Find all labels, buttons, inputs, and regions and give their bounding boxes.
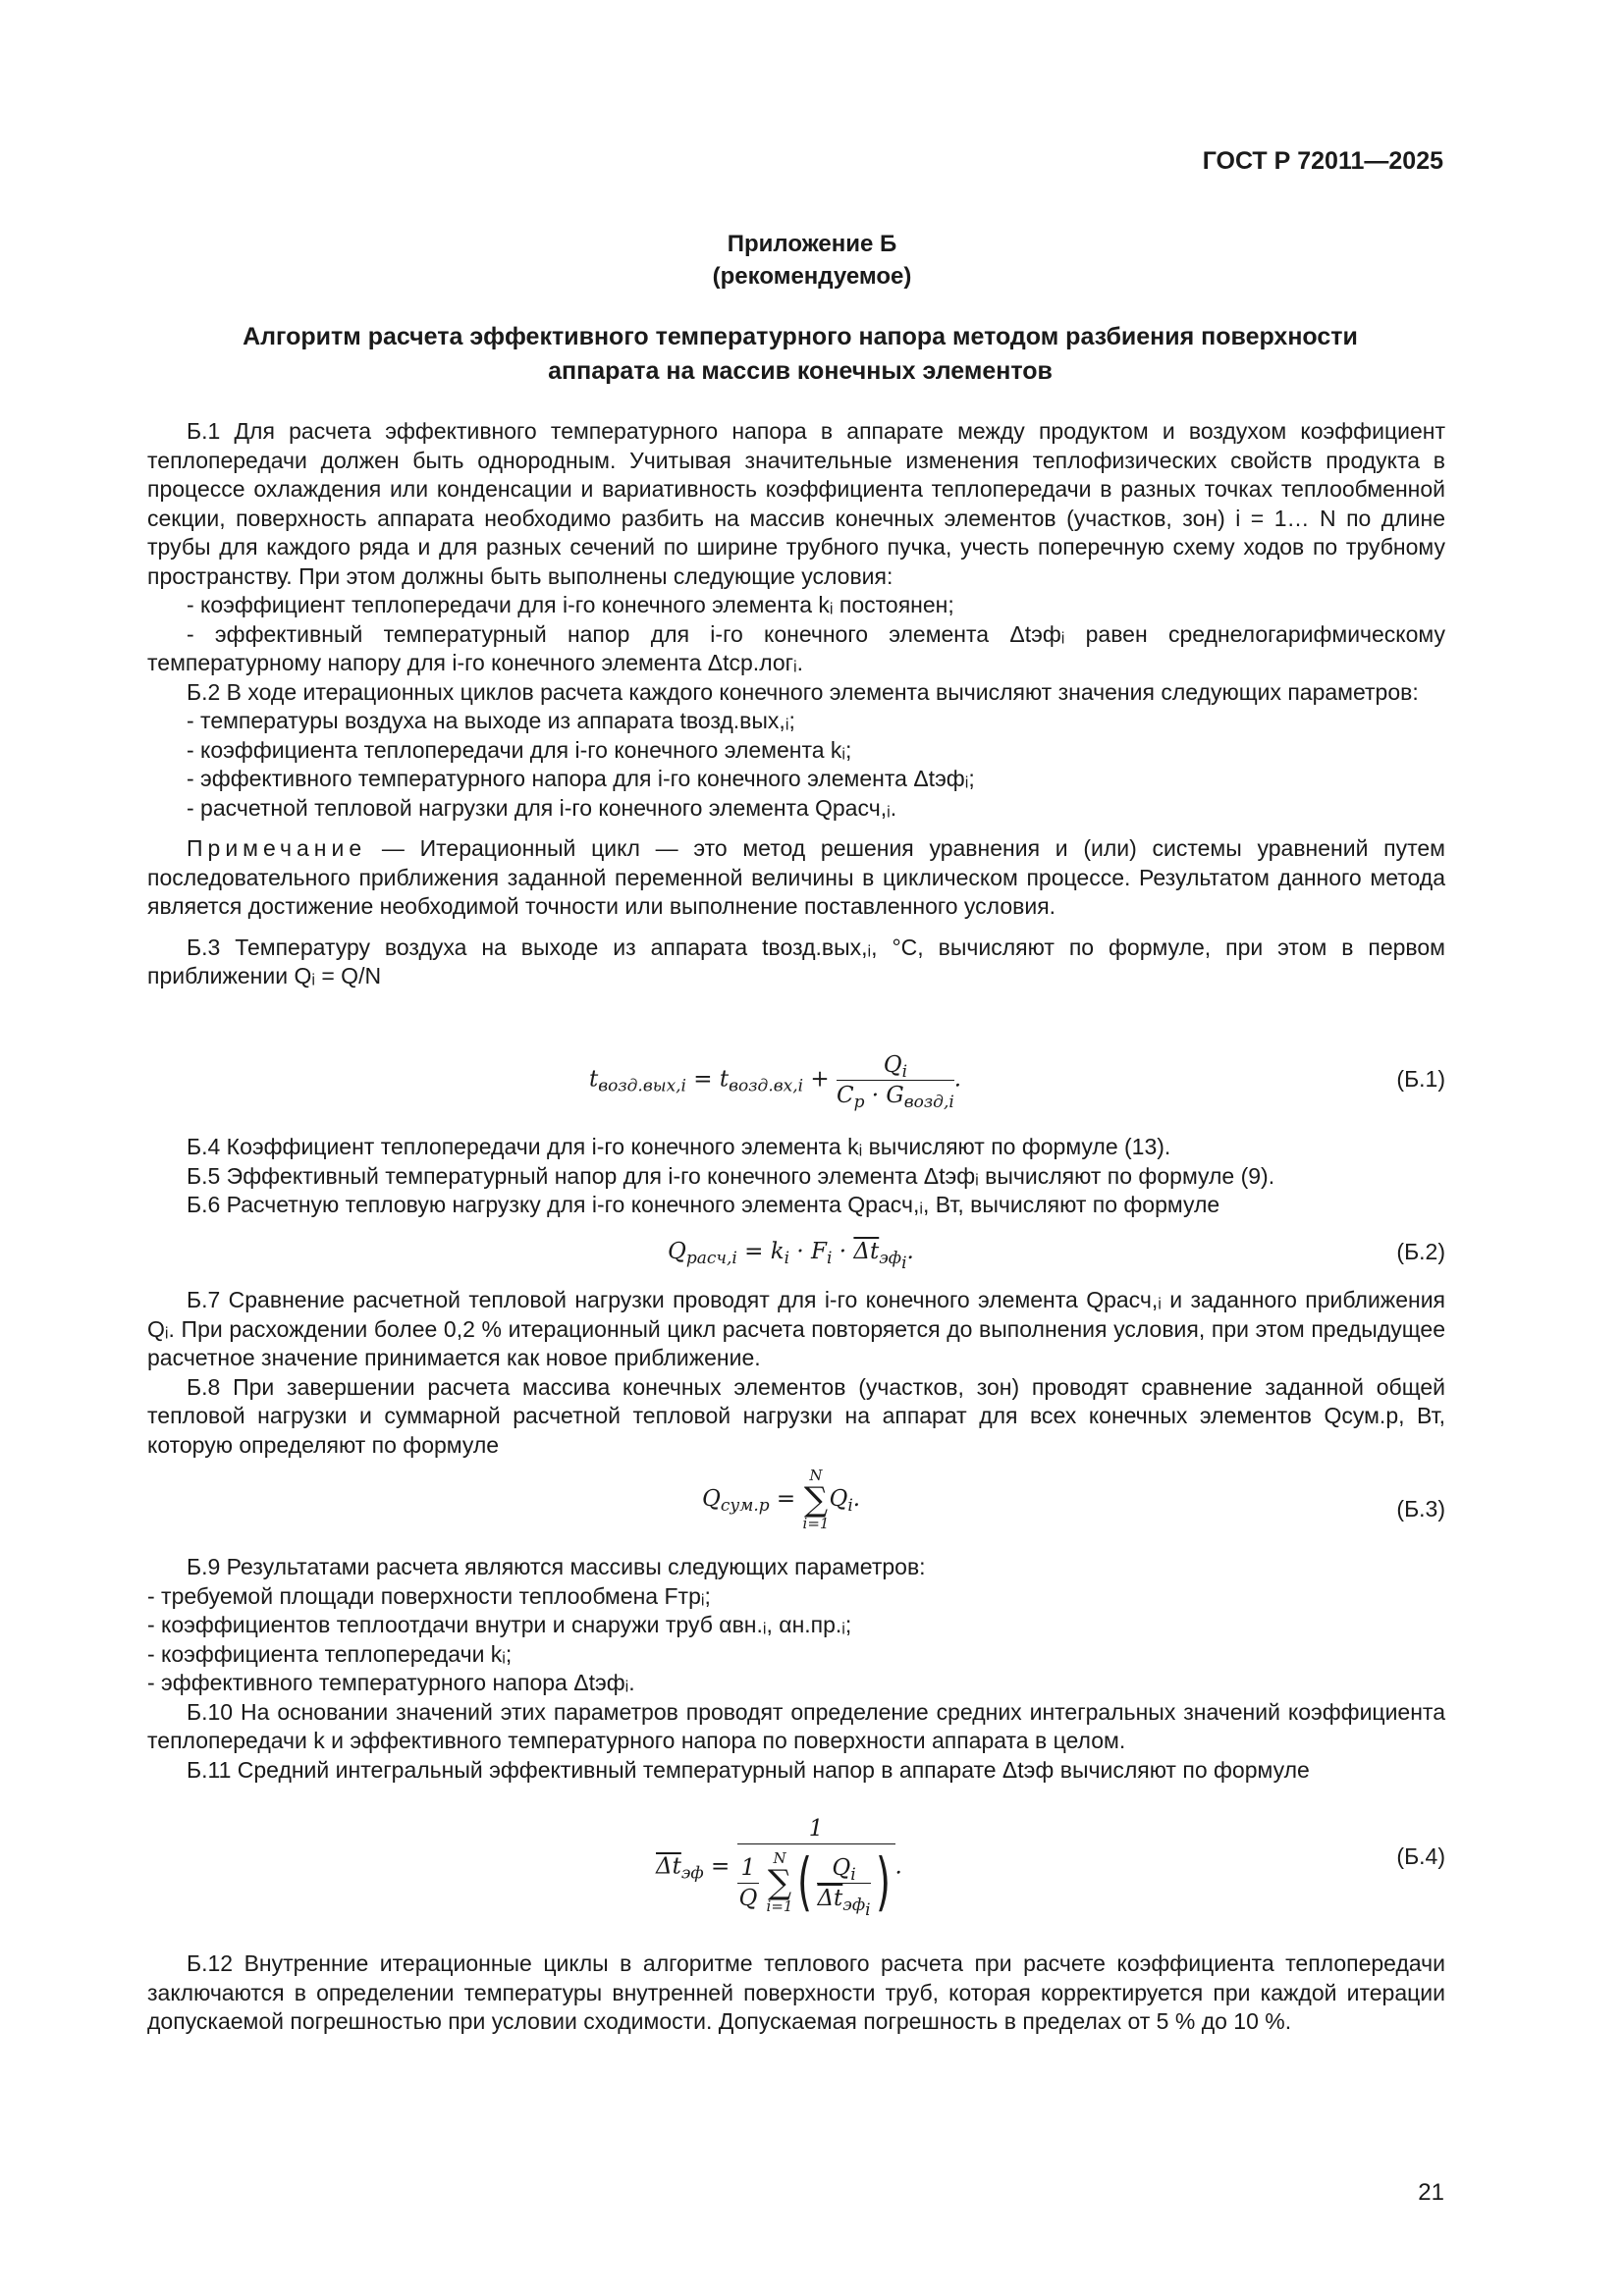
paragraph-b7: Б.7 Сравнение расчетной тепловой нагрузки проводят для i-го конечного элемента Qрасч,ᵢ и заданного приближения Qᵢ. При расхождении более 0,2 % итерационный цикл расчета повторяется до выполнения условия, при этом предыдущее расчетное значение принимается как новое приближение. [147,1287,1445,1370]
paragraph-b3: Б.3 Температуру воздуха на выходе из аппарата tвозд.вых,ᵢ, °C, вычисляют по формуле, при этом в первом приближении Qᵢ = Q/N [147,934,1445,988]
text-block-4 [147,1553,1445,1785]
paragraph-b10: Б.10 На основании значений этих параметров проводят определение средних интегральных значений коэффициента теплопередачи k и эффективного температурного напора по поверхности аппарата в целом. [147,1698,1445,1753]
paragraph-b1: Б.1 Для расчета эффективного температурного напора в аппарате между продуктом и воздухом коэффициент теплопередачи должен быть однородным. Учитывая значительные изменения теплофизических свойств продукта в процессе охлаждения или конденсации и вариативность коэффициента теплопередачи в разных точках теплообменной секции, поверхность аппарата необходимо разбить на массив конечных элементов (участков, зон) i = 1… N по длине трубы для каждого ряда и для разных сечений по ширине трубного пучка, учесть поперечную схему ходов по трубному пространству. При этом должны быть выполнены следующие условия: [147,418,1445,589]
fraction: $\frac{Q_i}{C_p \cdot G_{возд,i}}$ [836,1052,954,1112]
sum-sign: N ∑ i=1 [802,1467,830,1532]
formula-number: (Б.1) [1396,1066,1445,1092]
list-item: - коэффициентов теплоотдачи внутри и снаружи труб αвн.ᵢ, αн.пр.ᵢ; [147,1612,852,1637]
list-item: - эффективного температурного напора для i-го конечного элемента Δtэфᵢ; [187,766,975,791]
fraction: 1 $\frac{1}{Q}$ N ∑ i=1 ( $\frac{Q_i}{\overline{\Delta t}_{эф_i}}$ ) [737,1816,895,1919]
formula-number: (Б.3) [1396,1496,1445,1522]
appendix-status: (рекомендуемое) [712,263,912,290]
text-block-2 [147,1133,1445,1220]
appendix-title: Приложение Б [727,231,897,257]
standard-number: ГОСТ Р 72011—2025 [1202,147,1443,175]
list-item: - температуры воздуха на выходе из аппарата tвозд.вых,ᵢ; [187,708,795,733]
paragraph-b12: Б.12 Внутренние итерационные циклы в алгоритме теплового расчета при расчете коэффициента теплопередачи заключаются в определении температуры внутренней поверхности труб, которая корректируется при каждой итерации допускаемой погрешностью при условии сходимости. Допускаемая погрешность в пределах от 5 % до 10 %. [147,1950,1445,2034]
paragraph-b6: Б.6 Расчетную тепловую нагрузку для i-го конечного элемента Qрасч,ᵢ, Вт, вычисляют по формуле [187,1192,1220,1217]
paragraph-b8: Б.8 При завершении расчета массива конечных элементов (участков, зон) проводят сравнение заданной общей тепловой нагрузки и суммарной расчетной тепловой нагрузки на аппарат для всех конечных элементов Qсум.р, Вт, которую определяют по формуле [147,1373,1445,1458]
list-item: - эффективный температурный напор для i-го конечного элемента Δtэфᵢ равен среднелогарифмическому температурному напору для i-го конечного элемента Δtср.логᵢ. [147,620,1445,675]
list-item: - требуемой площади поверхности теплообмена Fтрᵢ; [147,1582,711,1609]
formula-number: (Б.2) [1396,1239,1445,1264]
text-block-1 [147,417,1445,991]
formula-b4-expression: $\overline{\Delta t}_{эф}$ = 1 $\frac{1}{Q}$ N ∑ i=1 ( $\frac{Q_i}{\overline{\Delta t}_{эф_i}}$ ) . [656,1816,902,1920]
note [147,834,1445,922]
list-item: - расчетной тепловой нагрузки для i-го конечного элемента Qрасч,ᵢ. [187,794,897,821]
list-item: - коэффициента теплопередачи kᵢ; [147,1640,513,1667]
note-label: Примечание [187,835,367,861]
paragraph-b2: Б.2 В ходе итерационных циклов расчета каждого конечного элемента вычисляют значения следующих параметров: [187,678,1419,705]
formula-b1-expression: $t_{возд.вых,i} = t_{возд.вх,i}$ + $\frac{Q_i}{C_p \cdot G_{возд,i}}$ . [589,1052,962,1112]
section-heading-line-1: Алгоритм расчета эффективного температурного напора методом разбиения поверхности [243,323,1358,350]
text-block-3 [147,1286,1445,1460]
text-block-5 [147,1949,1445,2037]
list-item: - эффективного температурного напора Δtэфᵢ. [147,1670,635,1695]
paragraph-b11: Б.11 Средний интегральный эффективный температурный напор в аппарате Δtэф вычисляют по формуле [187,1756,1310,1783]
paragraph-b5: Б.5 Эффективный температурный напор для i-го конечного элемента Δtэфᵢ вычисляют по формуле (9). [187,1162,1275,1189]
formula-number: (Б.4) [1396,1843,1445,1869]
list-item: - коэффициента теплопередачи для i-го конечного элемента kᵢ; [187,736,852,763]
formula-b3-expression: $Q_{сум.р}$ = N ∑ i=1 $Q_i$. [702,1467,861,1532]
formula-b2-expression: $Q_{расч,i} = k_i \cdot F_i \cdot \overline{\Delta t}_{эф_i}$. [668,1239,914,1273]
page-number: 21 [1418,2179,1444,2206]
paragraph-b9: Б.9 Результатами расчета являются массивы следующих параметров: [187,1554,926,1579]
section-heading-line-2: аппарата на массив конечных элементов [548,357,1053,385]
paragraph-b4: Б.4 Коэффициент теплопередачи для i-го конечного элемента kᵢ вычисляют по формуле (13). [187,1134,1171,1159]
note-text: — Итерационный цикл — это метод решения уравнения и (или) системы уравнений путем последовательного приближения заданной переменной величины в циклическом процессе. Результатом данного метода является достижение необходимой точности или выполнение поставленного условия. [147,835,1445,919]
list-item: - коэффициент теплопередачи для i-го конечного элемента kᵢ постоянен; [187,592,954,617]
